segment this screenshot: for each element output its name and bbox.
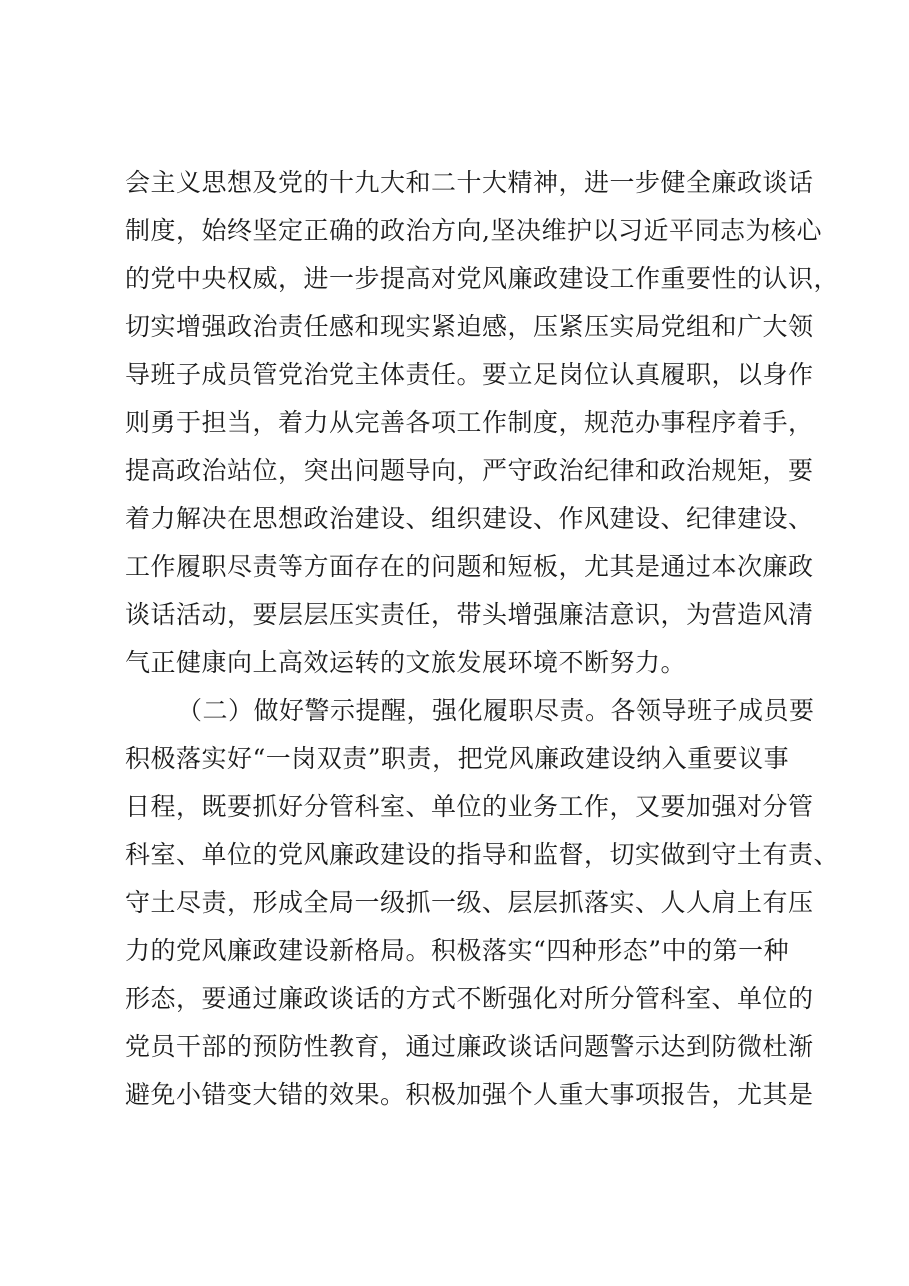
text-line: 党员干部的预防性教育，通过廉政谈话问题警示达到防微杜渐 — [125, 1032, 814, 1061]
text-line: 导班子成员管党治党主体责任。要立足岗位认真履职，以身作 — [125, 360, 814, 389]
text-line: 力的党风廉政建设新格局。积极落实“四种形态”中的第一种 — [125, 936, 790, 965]
text-line: 守土尽责，形成全局一级抓一级、层层抓落实、人人肩上有压 — [125, 888, 814, 917]
text-line: 形态，要通过廉政谈话的方式不断强化对所分管科室、单位的 — [125, 984, 814, 1013]
text-line: 气正健康向上高效运转的文旅发展环境不断努力。 — [125, 648, 687, 677]
section-heading-line: （二）做好警示提醒，强化履职尽责。各领导班子成员要 — [177, 696, 815, 725]
text-line: 制度，始终坚定正确的政治方向,坚决维护以习近平同志为核心 — [125, 216, 822, 245]
text-line: 则勇于担当，着力从完善各项工作制度，规范办事程序着手， — [125, 408, 814, 437]
text-line: 提高政治站位，突出问题导向，严守政治纪律和政治规矩，要 — [125, 456, 814, 485]
text-line: 切实增强政治责任感和现实紧迫感，压紧压实局党组和广大领 — [125, 312, 814, 341]
text-line: 积极落实好“一岗双责”职责，把党风廉政建设纳入重要议事 — [125, 744, 790, 773]
text-line: 的党中央权威，进一步提高对党风廉政建设工作重要性的认识， — [125, 264, 840, 293]
text-line: 着力解决在思想政治建设、组织建设、作风建设、纪律建设、 — [125, 504, 814, 533]
text-line: 会主义思想及党的十九大和二十大精神，进一步健全廉政谈话 — [125, 168, 814, 197]
text-line: 日程，既要抓好分管科室、单位的业务工作，又要加强对分管 — [125, 792, 814, 821]
text-line: 谈话活动，要层层压实责任，带头增强廉洁意识，为营造风清 — [125, 600, 814, 629]
text-line: 科室、单位的党风廉政建设的指导和监督，切实做到守土有责、 — [125, 840, 840, 869]
text-line: 避免小错变大错的效果。积极加强个人重大事项报告，尤其是 — [125, 1080, 814, 1109]
text-line: 工作履职尽责等方面存在的问题和短板，尤其是通过本次廉政 — [125, 552, 814, 581]
